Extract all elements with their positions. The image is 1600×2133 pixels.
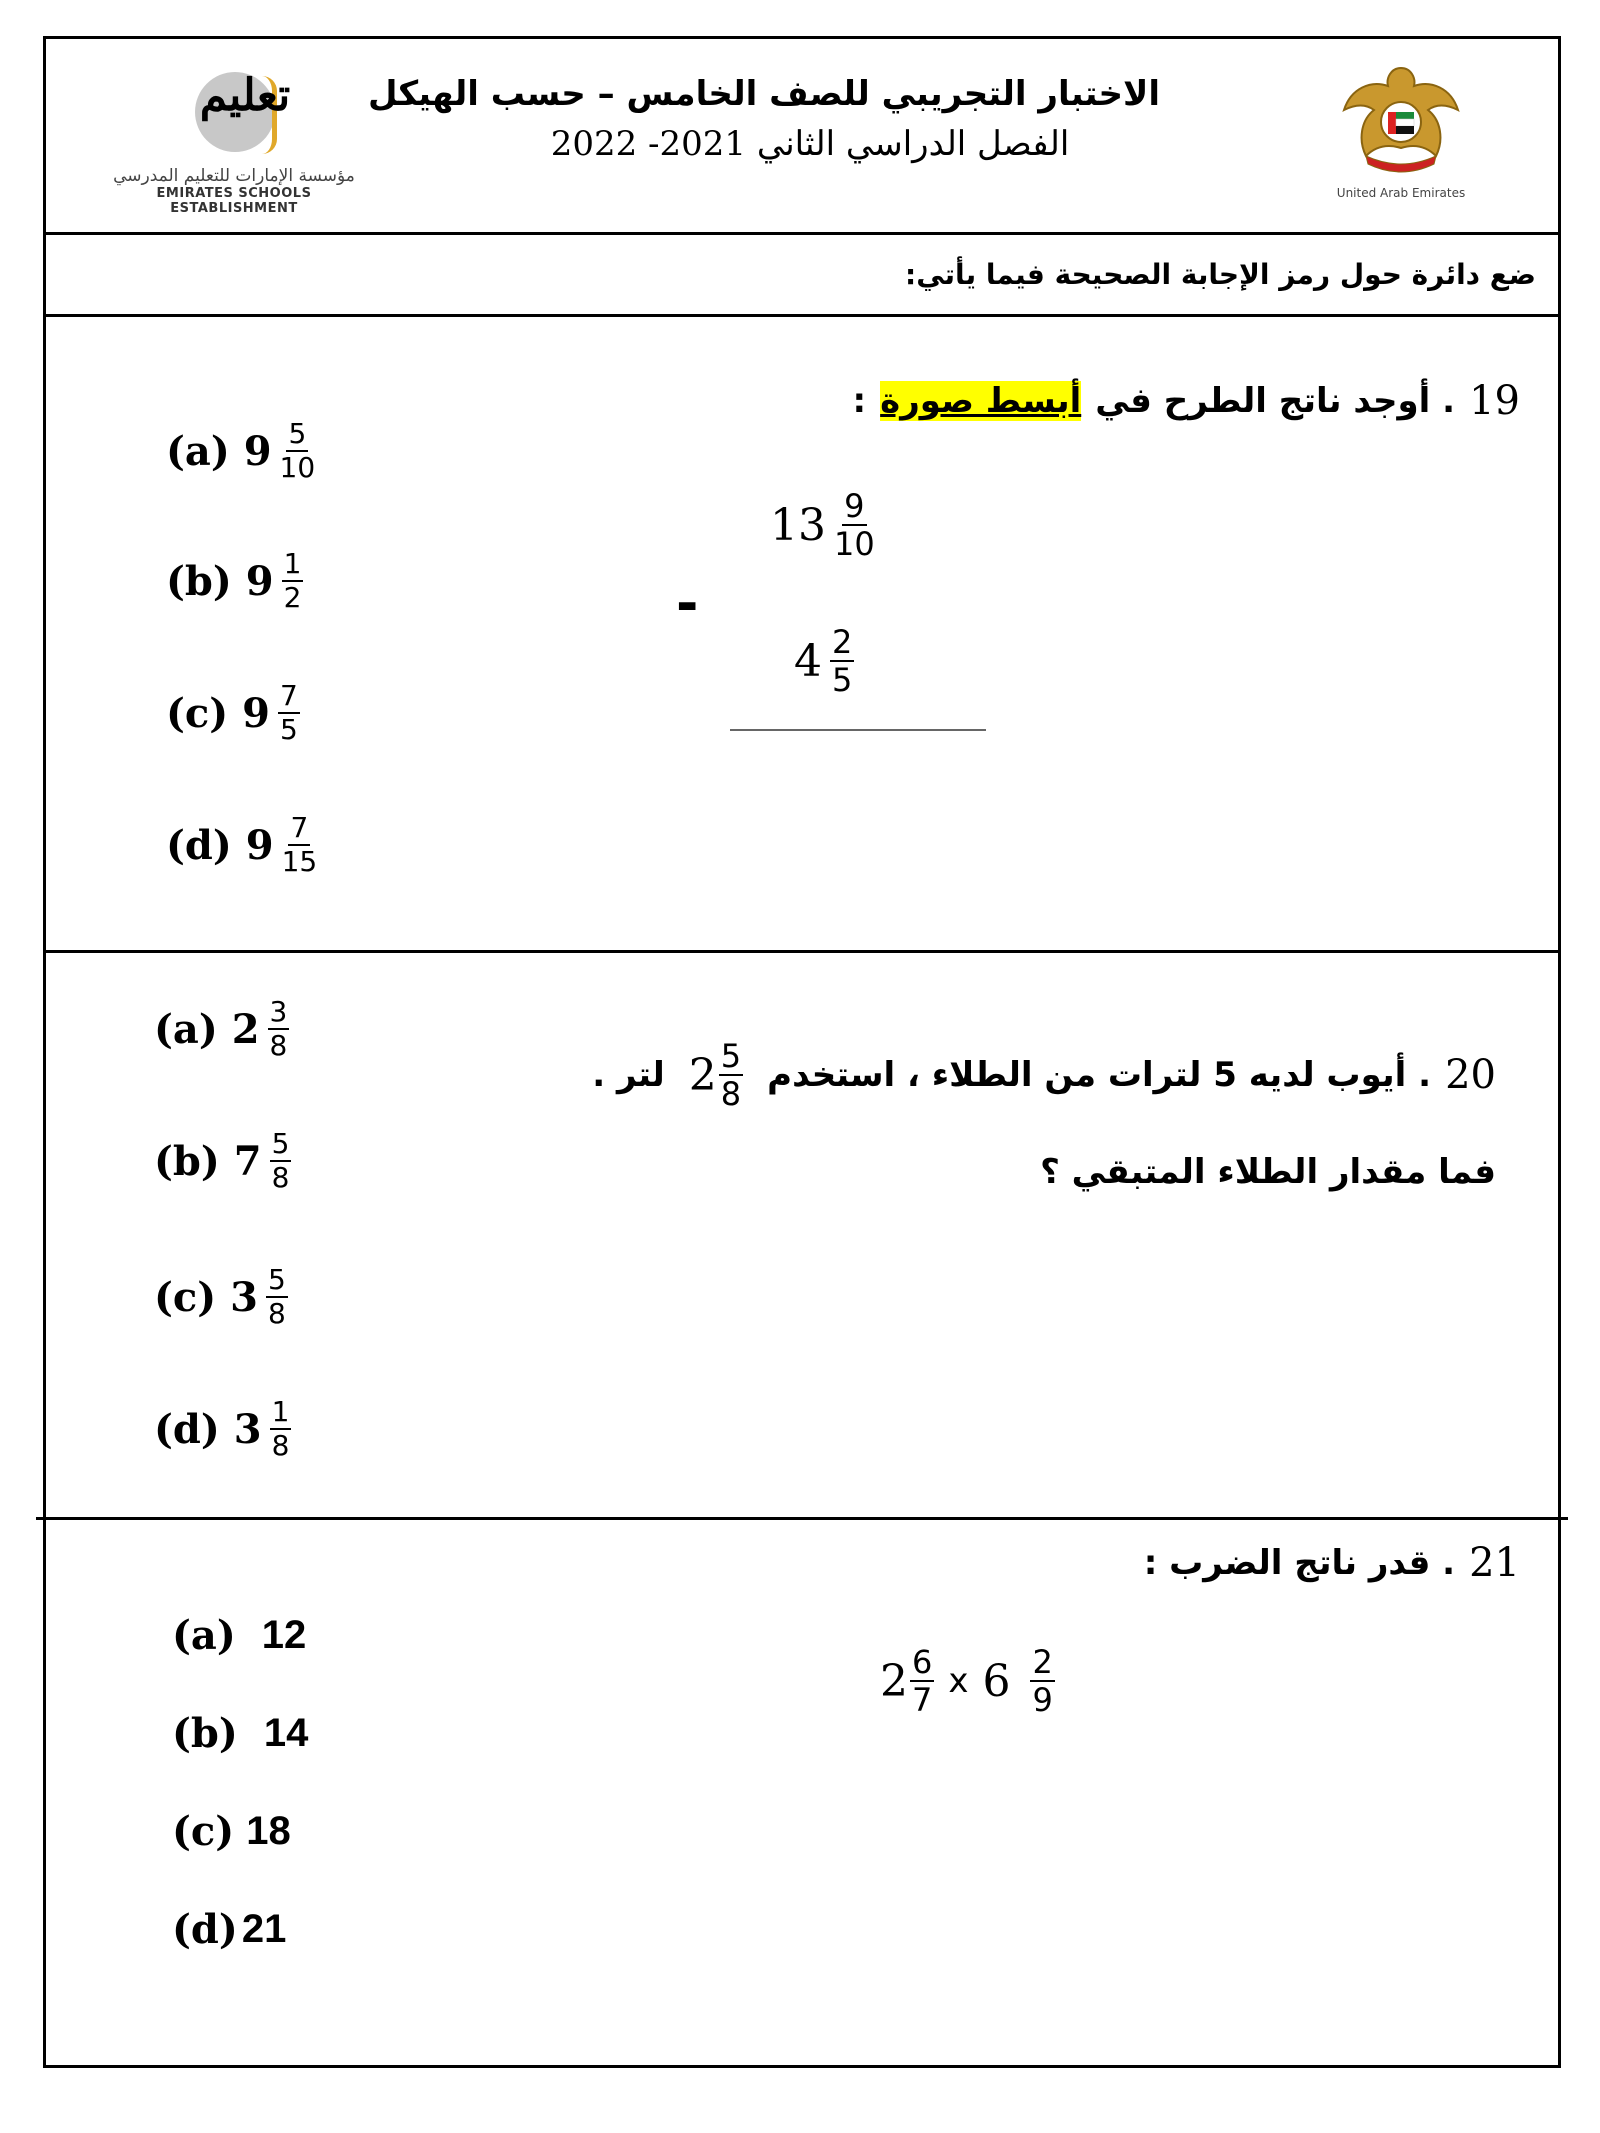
option-value: 14 bbox=[263, 1711, 309, 1755]
page-title: الاختبار التجريبي للصف الخامس – حسب الهيكل bbox=[368, 74, 1160, 114]
q21-a-whole: 2 bbox=[880, 1655, 908, 1707]
option-label: (b) 9 bbox=[166, 557, 274, 605]
q19-minuend bbox=[770, 488, 875, 562]
q21-option-b[interactable] bbox=[172, 1710, 308, 1757]
option-label: (b) 7 bbox=[154, 1137, 262, 1185]
option-num: 7 bbox=[290, 811, 309, 844]
instruction-text: ضع دائرة حول رمز الإجابة الصحيحة فيما يأتي: bbox=[905, 258, 1536, 291]
q21-b-whole: 6 bbox=[982, 1655, 1011, 1707]
option-num: 1 bbox=[283, 547, 302, 580]
q19-subtrahend-whole: 4 bbox=[794, 635, 822, 687]
q20-mixed-whole: 2 bbox=[688, 1049, 717, 1101]
q20-option-b[interactable] bbox=[154, 1128, 291, 1194]
option-den: 5 bbox=[279, 713, 298, 746]
q21-a-num: 6 bbox=[912, 1643, 933, 1681]
q19-subtrahend-num: 2 bbox=[832, 623, 853, 661]
q21-b-num: 2 bbox=[1032, 1643, 1053, 1681]
q19-colon: : bbox=[852, 381, 867, 421]
option-label: (c) 3 bbox=[154, 1273, 258, 1321]
q19-result-line bbox=[730, 729, 986, 731]
q19-question bbox=[853, 378, 1520, 424]
option-den: 15 bbox=[281, 845, 318, 878]
q19-text: . أوجد ناتج الطرح في bbox=[1095, 381, 1456, 421]
q20-question-line2: فما مقدار الطلاء المتبقي ؟ bbox=[1040, 1152, 1496, 1192]
q20-text-part1: . أيوب لديه 5 لترات من الطلاء ، استخدم bbox=[767, 1055, 1432, 1095]
option-num: 3 bbox=[269, 995, 288, 1028]
q21-option-a[interactable] bbox=[172, 1612, 306, 1659]
q19-minus-sign: - bbox=[676, 572, 699, 635]
logo-name-en: EMIRATES SCHOOLS ESTABLISHMENT bbox=[156, 186, 312, 216]
q20-mixed-den: 8 bbox=[720, 1075, 742, 1113]
q19-minuend-den: 10 bbox=[834, 525, 875, 563]
instruction-divider bbox=[43, 314, 1561, 317]
q19-option-d[interactable] bbox=[166, 812, 317, 878]
logo-name-ar: مؤسسة الإمارات للتعليم المدرسي bbox=[113, 166, 355, 186]
q19-option-b[interactable] bbox=[166, 548, 303, 614]
emblem-caption: United Arab Emirates bbox=[1336, 186, 1466, 200]
option-den: 8 bbox=[271, 1161, 290, 1194]
option-label: (d) bbox=[172, 1906, 238, 1953]
page-subtitle: الفصل الدراسي الثاني 2021- 2022 bbox=[550, 124, 1070, 164]
q20-option-a[interactable] bbox=[154, 996, 289, 1062]
option-num: 7 bbox=[279, 679, 298, 712]
q21-text: . قدر ناتج الضرب : bbox=[1143, 1543, 1456, 1583]
option-num: 5 bbox=[267, 1263, 286, 1296]
option-value: 12 bbox=[261, 1613, 307, 1657]
q19-minuend-num: 9 bbox=[844, 487, 865, 525]
option-label: (c) bbox=[172, 1808, 235, 1855]
q20-mixed-number bbox=[689, 1038, 743, 1112]
option-label: (d) 9 bbox=[166, 821, 274, 869]
q20-option-d[interactable] bbox=[154, 1396, 291, 1462]
q21-times-sign: x bbox=[948, 1661, 969, 1701]
q21-expression bbox=[880, 1644, 1055, 1718]
q19-number: 19 bbox=[1469, 378, 1520, 424]
option-num: 5 bbox=[288, 417, 307, 450]
q19-minuend-whole: 13 bbox=[770, 499, 826, 551]
q19-divider bbox=[43, 950, 1561, 953]
q21-b-den: 9 bbox=[1032, 1681, 1053, 1719]
option-num: 1 bbox=[271, 1395, 290, 1428]
q20-text-part2: لتر . bbox=[592, 1055, 665, 1095]
q19-option-c[interactable] bbox=[166, 680, 300, 746]
option-label: (a) 2 bbox=[154, 1005, 260, 1053]
option-den: 8 bbox=[267, 1297, 286, 1330]
option-value: 18 bbox=[246, 1809, 291, 1853]
q21-question bbox=[1144, 1540, 1520, 1586]
option-label: (a) bbox=[172, 1612, 236, 1659]
logo-brand-text: تعليم bbox=[199, 70, 291, 121]
option-label: (a) 9 bbox=[166, 427, 272, 475]
option-den: 8 bbox=[271, 1429, 290, 1462]
q20-question-line1 bbox=[592, 1038, 1496, 1112]
q21-a-den: 7 bbox=[912, 1681, 933, 1719]
q19-highlight: أبسط صورة bbox=[880, 381, 1082, 421]
option-label: (c) 9 bbox=[166, 689, 270, 737]
q19-option-a[interactable] bbox=[166, 418, 315, 484]
q21-option-c[interactable] bbox=[172, 1808, 291, 1855]
q20-mixed-num: 5 bbox=[720, 1037, 742, 1075]
q21-option-d[interactable] bbox=[172, 1906, 286, 1953]
q19-subtrahend bbox=[794, 624, 854, 698]
header-divider bbox=[43, 232, 1561, 235]
q21-number: 21 bbox=[1469, 1540, 1520, 1586]
option-label: (d) 3 bbox=[154, 1405, 262, 1453]
option-den: 10 bbox=[279, 451, 316, 484]
q19-subtrahend-den: 5 bbox=[832, 661, 853, 699]
q20-number: 20 bbox=[1445, 1052, 1496, 1098]
q20-option-c[interactable] bbox=[154, 1264, 288, 1330]
option-label: (b) bbox=[172, 1710, 238, 1757]
option-value: 21 bbox=[241, 1907, 287, 1951]
option-den: 2 bbox=[283, 581, 302, 614]
uae-emblem-icon bbox=[1336, 60, 1466, 180]
q20-divider bbox=[36, 1517, 1568, 1520]
option-num: 5 bbox=[271, 1127, 290, 1160]
option-den: 8 bbox=[269, 1029, 288, 1062]
